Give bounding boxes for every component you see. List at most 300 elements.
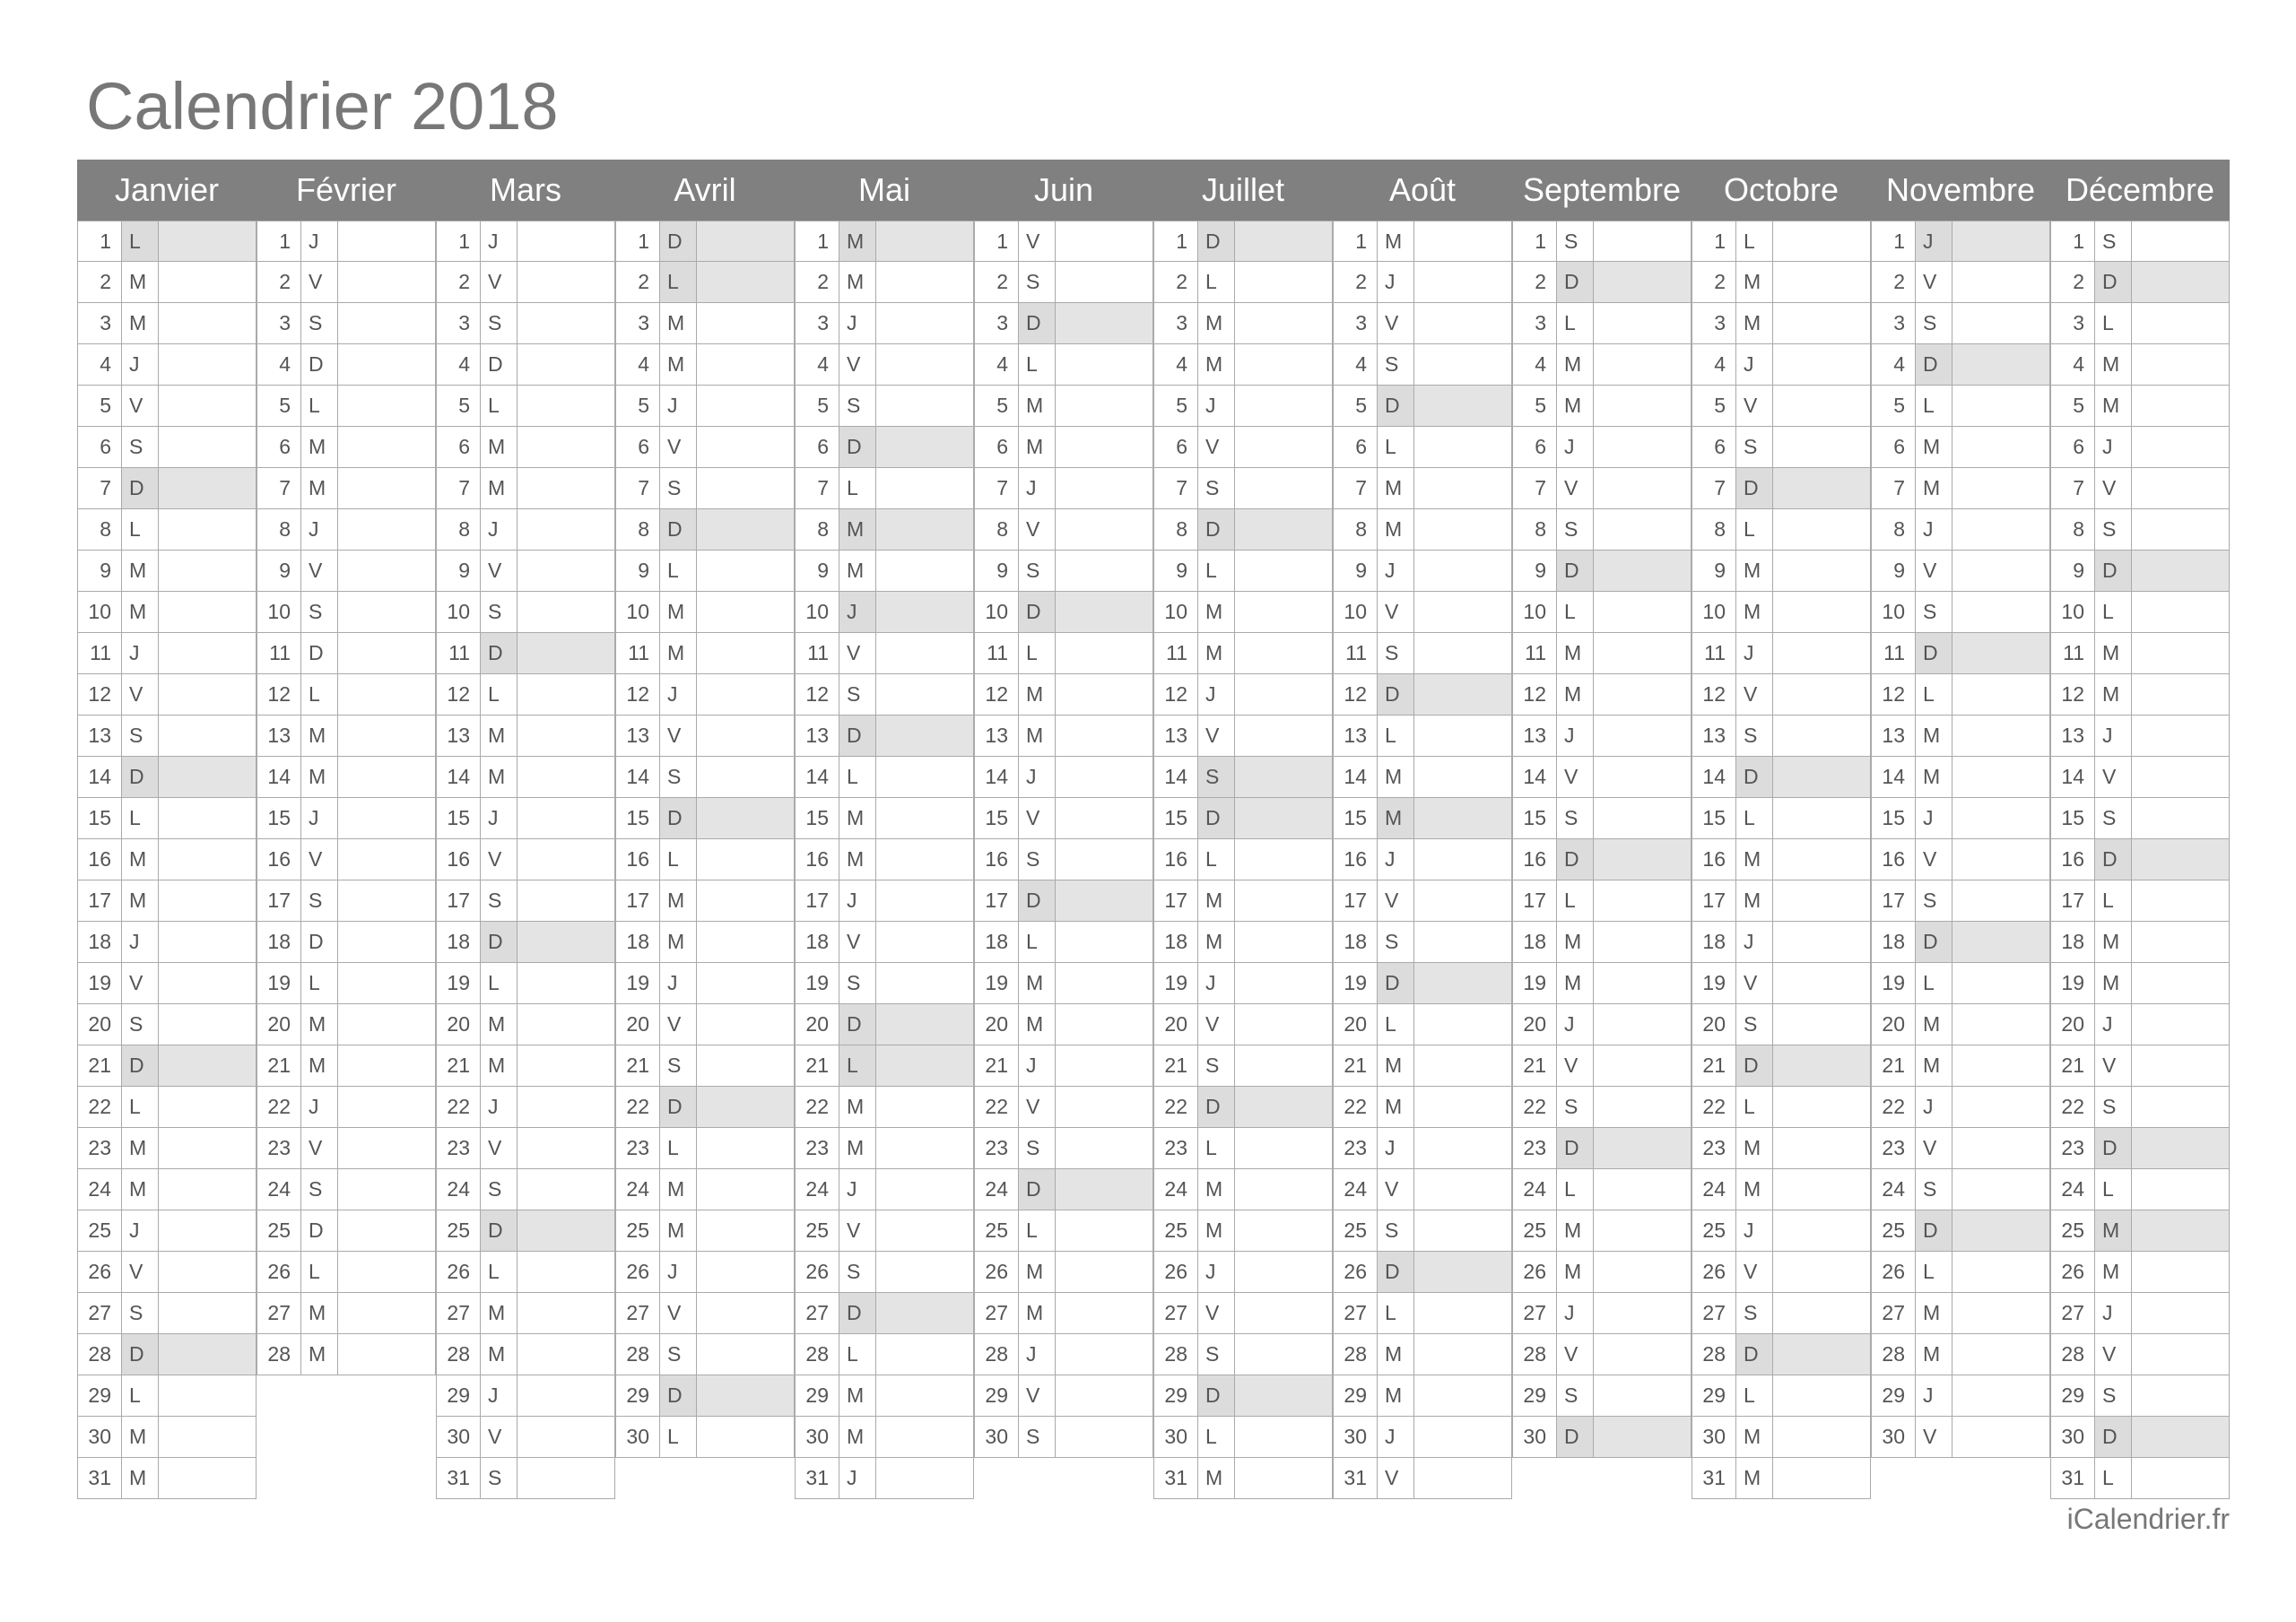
note-cell[interactable]: [1772, 757, 1871, 798]
note-cell[interactable]: [2131, 344, 2230, 386]
note-cell[interactable]: [1413, 716, 1512, 757]
note-cell[interactable]: [696, 1293, 795, 1334]
note-cell[interactable]: [1952, 221, 2050, 262]
note-cell[interactable]: [1413, 551, 1512, 592]
note-cell[interactable]: [517, 1417, 615, 1458]
note-cell[interactable]: [337, 1169, 436, 1210]
note-cell[interactable]: [2131, 221, 2230, 262]
note-cell[interactable]: [158, 344, 257, 386]
note-cell[interactable]: [158, 1252, 257, 1293]
note-cell[interactable]: [1413, 1293, 1512, 1334]
note-cell[interactable]: [875, 633, 974, 674]
note-cell[interactable]: [2131, 592, 2230, 633]
note-cell[interactable]: [1952, 798, 2050, 839]
note-cell[interactable]: [1234, 1128, 1333, 1169]
note-cell[interactable]: [1772, 880, 1871, 922]
note-cell[interactable]: [1952, 1293, 2050, 1334]
note-cell[interactable]: [696, 963, 795, 1004]
note-cell[interactable]: [875, 1252, 974, 1293]
note-cell[interactable]: [158, 633, 257, 674]
note-cell[interactable]: [1593, 963, 1692, 1004]
note-cell[interactable]: [2131, 880, 2230, 922]
note-cell[interactable]: [1593, 757, 1692, 798]
note-cell[interactable]: [2131, 1169, 2230, 1210]
note-cell[interactable]: [1772, 922, 1871, 963]
note-cell[interactable]: [1413, 386, 1512, 427]
note-cell[interactable]: [337, 1128, 436, 1169]
note-cell[interactable]: [337, 1293, 436, 1334]
note-cell[interactable]: [2131, 757, 2230, 798]
note-cell[interactable]: [696, 1169, 795, 1210]
note-cell[interactable]: [1952, 1004, 2050, 1045]
note-cell[interactable]: [158, 303, 257, 344]
note-cell[interactable]: [158, 1004, 257, 1045]
note-cell[interactable]: [1952, 427, 2050, 468]
note-cell[interactable]: [875, 592, 974, 633]
note-cell[interactable]: [1772, 1293, 1871, 1334]
note-cell[interactable]: [517, 798, 615, 839]
note-cell[interactable]: [158, 798, 257, 839]
note-cell[interactable]: [1055, 839, 1153, 880]
note-cell[interactable]: [517, 509, 615, 551]
note-cell[interactable]: [875, 1169, 974, 1210]
note-cell[interactable]: [337, 221, 436, 262]
note-cell[interactable]: [158, 1334, 257, 1375]
note-cell[interactable]: [1593, 1210, 1692, 1252]
note-cell[interactable]: [1593, 674, 1692, 716]
note-cell[interactable]: [696, 1417, 795, 1458]
note-cell[interactable]: [1593, 839, 1692, 880]
note-cell[interactable]: [1952, 1087, 2050, 1128]
note-cell[interactable]: [1772, 221, 1871, 262]
note-cell[interactable]: [1593, 1293, 1692, 1334]
note-cell[interactable]: [517, 674, 615, 716]
note-cell[interactable]: [1055, 757, 1153, 798]
note-cell[interactable]: [158, 1128, 257, 1169]
note-cell[interactable]: [337, 716, 436, 757]
note-cell[interactable]: [2131, 468, 2230, 509]
note-cell[interactable]: [517, 1334, 615, 1375]
note-cell[interactable]: [517, 262, 615, 303]
note-cell[interactable]: [875, 880, 974, 922]
note-cell[interactable]: [2131, 1128, 2230, 1169]
note-cell[interactable]: [158, 1458, 257, 1499]
note-cell[interactable]: [1413, 757, 1512, 798]
note-cell[interactable]: [517, 551, 615, 592]
note-cell[interactable]: [2131, 1004, 2230, 1045]
note-cell[interactable]: [696, 551, 795, 592]
note-cell[interactable]: [696, 344, 795, 386]
note-cell[interactable]: [2131, 839, 2230, 880]
note-cell[interactable]: [1413, 1045, 1512, 1087]
note-cell[interactable]: [696, 427, 795, 468]
note-cell[interactable]: [1234, 1045, 1333, 1087]
note-cell[interactable]: [1772, 1375, 1871, 1417]
note-cell[interactable]: [696, 839, 795, 880]
note-cell[interactable]: [1952, 839, 2050, 880]
note-cell[interactable]: [696, 303, 795, 344]
note-cell[interactable]: [1234, 551, 1333, 592]
note-cell[interactable]: [1772, 262, 1871, 303]
note-cell[interactable]: [1055, 592, 1153, 633]
note-cell[interactable]: [875, 1458, 974, 1499]
note-cell[interactable]: [1413, 1210, 1512, 1252]
note-cell[interactable]: [696, 1004, 795, 1045]
note-cell[interactable]: [517, 839, 615, 880]
note-cell[interactable]: [1234, 1417, 1333, 1458]
note-cell[interactable]: [1055, 1417, 1153, 1458]
note-cell[interactable]: [1055, 922, 1153, 963]
note-cell[interactable]: [1234, 880, 1333, 922]
note-cell[interactable]: [1772, 674, 1871, 716]
note-cell[interactable]: [1593, 344, 1692, 386]
note-cell[interactable]: [1234, 427, 1333, 468]
note-cell[interactable]: [337, 303, 436, 344]
note-cell[interactable]: [1413, 1252, 1512, 1293]
note-cell[interactable]: [158, 221, 257, 262]
note-cell[interactable]: [1593, 1169, 1692, 1210]
note-cell[interactable]: [1413, 1004, 1512, 1045]
note-cell[interactable]: [696, 1045, 795, 1087]
note-cell[interactable]: [696, 1334, 795, 1375]
note-cell[interactable]: [1055, 551, 1153, 592]
note-cell[interactable]: [1055, 716, 1153, 757]
note-cell[interactable]: [696, 509, 795, 551]
note-cell[interactable]: [1055, 674, 1153, 716]
note-cell[interactable]: [337, 1045, 436, 1087]
note-cell[interactable]: [1413, 1169, 1512, 1210]
note-cell[interactable]: [1772, 344, 1871, 386]
note-cell[interactable]: [337, 757, 436, 798]
note-cell[interactable]: [337, 963, 436, 1004]
note-cell[interactable]: [517, 344, 615, 386]
note-cell[interactable]: [1234, 468, 1333, 509]
note-cell[interactable]: [875, 716, 974, 757]
note-cell[interactable]: [158, 1293, 257, 1334]
note-cell[interactable]: [1952, 344, 2050, 386]
note-cell[interactable]: [158, 922, 257, 963]
note-cell[interactable]: [1952, 1128, 2050, 1169]
note-cell[interactable]: [517, 633, 615, 674]
note-cell[interactable]: [2131, 633, 2230, 674]
note-cell[interactable]: [1593, 1417, 1692, 1458]
note-cell[interactable]: [1234, 1293, 1333, 1334]
note-cell[interactable]: [1055, 344, 1153, 386]
note-cell[interactable]: [1234, 303, 1333, 344]
note-cell[interactable]: [875, 221, 974, 262]
note-cell[interactable]: [1234, 386, 1333, 427]
note-cell[interactable]: [1055, 1210, 1153, 1252]
note-cell[interactable]: [517, 716, 615, 757]
note-cell[interactable]: [1772, 1334, 1871, 1375]
note-cell[interactable]: [1772, 963, 1871, 1004]
note-cell[interactable]: [337, 922, 436, 963]
note-cell[interactable]: [1593, 798, 1692, 839]
note-cell[interactable]: [696, 922, 795, 963]
note-cell[interactable]: [337, 386, 436, 427]
note-cell[interactable]: [1234, 1375, 1333, 1417]
note-cell[interactable]: [875, 1045, 974, 1087]
note-cell[interactable]: [1772, 1252, 1871, 1293]
note-cell[interactable]: [875, 344, 974, 386]
note-cell[interactable]: [1952, 1169, 2050, 1210]
note-cell[interactable]: [1234, 963, 1333, 1004]
note-cell[interactable]: [1055, 303, 1153, 344]
note-cell[interactable]: [1593, 716, 1692, 757]
note-cell[interactable]: [2131, 262, 2230, 303]
note-cell[interactable]: [1413, 303, 1512, 344]
note-cell[interactable]: [517, 757, 615, 798]
note-cell[interactable]: [337, 880, 436, 922]
note-cell[interactable]: [517, 1458, 615, 1499]
note-cell[interactable]: [1413, 592, 1512, 633]
note-cell[interactable]: [337, 1087, 436, 1128]
note-cell[interactable]: [696, 757, 795, 798]
note-cell[interactable]: [1952, 633, 2050, 674]
note-cell[interactable]: [875, 427, 974, 468]
note-cell[interactable]: [158, 551, 257, 592]
note-cell[interactable]: [1234, 633, 1333, 674]
note-cell[interactable]: [1772, 633, 1871, 674]
note-cell[interactable]: [1772, 427, 1871, 468]
note-cell[interactable]: [517, 1004, 615, 1045]
note-cell[interactable]: [337, 1004, 436, 1045]
note-cell[interactable]: [2131, 386, 2230, 427]
note-cell[interactable]: [1055, 262, 1153, 303]
note-cell[interactable]: [1413, 922, 1512, 963]
note-cell[interactable]: [1413, 1375, 1512, 1417]
note-cell[interactable]: [1772, 1210, 1871, 1252]
note-cell[interactable]: [875, 1334, 974, 1375]
note-cell[interactable]: [1952, 880, 2050, 922]
note-cell[interactable]: [337, 468, 436, 509]
note-cell[interactable]: [1952, 551, 2050, 592]
note-cell[interactable]: [1413, 798, 1512, 839]
note-cell[interactable]: [2131, 1417, 2230, 1458]
note-cell[interactable]: [517, 880, 615, 922]
note-cell[interactable]: [696, 1252, 795, 1293]
note-cell[interactable]: [1593, 386, 1692, 427]
note-cell[interactable]: [875, 1128, 974, 1169]
note-cell[interactable]: [158, 468, 257, 509]
note-cell[interactable]: [875, 963, 974, 1004]
note-cell[interactable]: [1952, 757, 2050, 798]
note-cell[interactable]: [875, 839, 974, 880]
note-cell[interactable]: [2131, 1293, 2230, 1334]
note-cell[interactable]: [2131, 303, 2230, 344]
note-cell[interactable]: [158, 1087, 257, 1128]
note-cell[interactable]: [517, 1128, 615, 1169]
note-cell[interactable]: [1234, 798, 1333, 839]
note-cell[interactable]: [1952, 509, 2050, 551]
note-cell[interactable]: [2131, 963, 2230, 1004]
note-cell[interactable]: [1234, 716, 1333, 757]
note-cell[interactable]: [337, 798, 436, 839]
note-cell[interactable]: [875, 922, 974, 963]
note-cell[interactable]: [517, 963, 615, 1004]
note-cell[interactable]: [696, 221, 795, 262]
note-cell[interactable]: [1234, 592, 1333, 633]
note-cell[interactable]: [1772, 839, 1871, 880]
note-cell[interactable]: [1593, 592, 1692, 633]
note-cell[interactable]: [337, 551, 436, 592]
note-cell[interactable]: [2131, 1210, 2230, 1252]
note-cell[interactable]: [1593, 1045, 1692, 1087]
note-cell[interactable]: [1234, 674, 1333, 716]
note-cell[interactable]: [2131, 1045, 2230, 1087]
note-cell[interactable]: [1055, 1375, 1153, 1417]
note-cell[interactable]: [875, 468, 974, 509]
note-cell[interactable]: [158, 1210, 257, 1252]
note-cell[interactable]: [1772, 798, 1871, 839]
note-cell[interactable]: [696, 592, 795, 633]
note-cell[interactable]: [2131, 551, 2230, 592]
note-cell[interactable]: [1413, 1417, 1512, 1458]
note-cell[interactable]: [1772, 1004, 1871, 1045]
note-cell[interactable]: [158, 674, 257, 716]
note-cell[interactable]: [1772, 1087, 1871, 1128]
note-cell[interactable]: [517, 468, 615, 509]
note-cell[interactable]: [1593, 633, 1692, 674]
note-cell[interactable]: [875, 262, 974, 303]
note-cell[interactable]: [2131, 922, 2230, 963]
note-cell[interactable]: [1234, 262, 1333, 303]
note-cell[interactable]: [158, 509, 257, 551]
note-cell[interactable]: [337, 509, 436, 551]
note-cell[interactable]: [1772, 386, 1871, 427]
note-cell[interactable]: [1772, 1169, 1871, 1210]
note-cell[interactable]: [1952, 1252, 2050, 1293]
note-cell[interactable]: [1234, 1458, 1333, 1499]
note-cell[interactable]: [1055, 633, 1153, 674]
note-cell[interactable]: [875, 551, 974, 592]
note-cell[interactable]: [337, 839, 436, 880]
note-cell[interactable]: [2131, 1252, 2230, 1293]
note-cell[interactable]: [158, 1045, 257, 1087]
note-cell[interactable]: [158, 1375, 257, 1417]
note-cell[interactable]: [1055, 468, 1153, 509]
note-cell[interactable]: [1055, 427, 1153, 468]
note-cell[interactable]: [1234, 221, 1333, 262]
note-cell[interactable]: [875, 1293, 974, 1334]
note-cell[interactable]: [1952, 592, 2050, 633]
note-cell[interactable]: [696, 468, 795, 509]
note-cell[interactable]: [1593, 427, 1692, 468]
note-cell[interactable]: [1593, 509, 1692, 551]
note-cell[interactable]: [1593, 1334, 1692, 1375]
note-cell[interactable]: [517, 1293, 615, 1334]
note-cell[interactable]: [696, 1210, 795, 1252]
note-cell[interactable]: [1593, 1375, 1692, 1417]
note-cell[interactable]: [1772, 551, 1871, 592]
note-cell[interactable]: [696, 880, 795, 922]
note-cell[interactable]: [1234, 1004, 1333, 1045]
note-cell[interactable]: [158, 757, 257, 798]
note-cell[interactable]: [1055, 880, 1153, 922]
note-cell[interactable]: [1772, 1045, 1871, 1087]
note-cell[interactable]: [696, 674, 795, 716]
note-cell[interactable]: [875, 798, 974, 839]
note-cell[interactable]: [337, 262, 436, 303]
note-cell[interactable]: [875, 1087, 974, 1128]
note-cell[interactable]: [1055, 1045, 1153, 1087]
note-cell[interactable]: [1055, 1252, 1153, 1293]
note-cell[interactable]: [337, 344, 436, 386]
note-cell[interactable]: [696, 1087, 795, 1128]
note-cell[interactable]: [1952, 386, 2050, 427]
note-cell[interactable]: [1234, 509, 1333, 551]
note-cell[interactable]: [1952, 1334, 2050, 1375]
note-cell[interactable]: [696, 262, 795, 303]
note-cell[interactable]: [158, 963, 257, 1004]
note-cell[interactable]: [337, 633, 436, 674]
note-cell[interactable]: [1593, 551, 1692, 592]
note-cell[interactable]: [158, 1169, 257, 1210]
note-cell[interactable]: [875, 1375, 974, 1417]
note-cell[interactable]: [696, 716, 795, 757]
note-cell[interactable]: [1234, 1087, 1333, 1128]
note-cell[interactable]: [2131, 1375, 2230, 1417]
note-cell[interactable]: [517, 1375, 615, 1417]
note-cell[interactable]: [517, 427, 615, 468]
note-cell[interactable]: [696, 798, 795, 839]
note-cell[interactable]: [1234, 922, 1333, 963]
note-cell[interactable]: [1413, 262, 1512, 303]
note-cell[interactable]: [1593, 303, 1692, 344]
note-cell[interactable]: [1952, 262, 2050, 303]
note-cell[interactable]: [158, 386, 257, 427]
note-cell[interactable]: [875, 303, 974, 344]
note-cell[interactable]: [2131, 427, 2230, 468]
note-cell[interactable]: [1952, 303, 2050, 344]
note-cell[interactable]: [517, 1210, 615, 1252]
note-cell[interactable]: [1055, 221, 1153, 262]
note-cell[interactable]: [2131, 1087, 2230, 1128]
note-cell[interactable]: [1413, 839, 1512, 880]
note-cell[interactable]: [1593, 1087, 1692, 1128]
note-cell[interactable]: [1234, 1169, 1333, 1210]
note-cell[interactable]: [1772, 716, 1871, 757]
note-cell[interactable]: [875, 1004, 974, 1045]
note-cell[interactable]: [1772, 509, 1871, 551]
note-cell[interactable]: [875, 757, 974, 798]
note-cell[interactable]: [1413, 1128, 1512, 1169]
note-cell[interactable]: [1055, 1004, 1153, 1045]
note-cell[interactable]: [158, 716, 257, 757]
note-cell[interactable]: [1055, 1293, 1153, 1334]
note-cell[interactable]: [517, 592, 615, 633]
note-cell[interactable]: [1593, 1252, 1692, 1293]
note-cell[interactable]: [1055, 386, 1153, 427]
note-cell[interactable]: [1234, 344, 1333, 386]
note-cell[interactable]: [2131, 674, 2230, 716]
note-cell[interactable]: [158, 1417, 257, 1458]
note-cell[interactable]: [1234, 757, 1333, 798]
note-cell[interactable]: [1234, 839, 1333, 880]
note-cell[interactable]: [1952, 1375, 2050, 1417]
note-cell[interactable]: [1413, 1458, 1512, 1499]
note-cell[interactable]: [1413, 1087, 1512, 1128]
note-cell[interactable]: [1055, 509, 1153, 551]
note-cell[interactable]: [1413, 509, 1512, 551]
note-cell[interactable]: [1234, 1334, 1333, 1375]
note-cell[interactable]: [696, 386, 795, 427]
note-cell[interactable]: [1593, 1004, 1692, 1045]
note-cell[interactable]: [1234, 1210, 1333, 1252]
note-cell[interactable]: [1055, 798, 1153, 839]
note-cell[interactable]: [1413, 427, 1512, 468]
note-cell[interactable]: [1952, 716, 2050, 757]
